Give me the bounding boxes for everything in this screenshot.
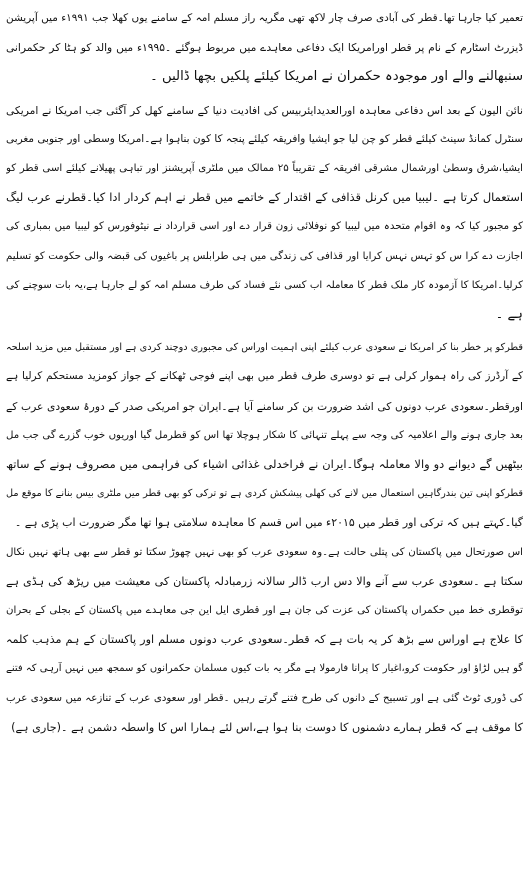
text-line: کرلیا۔امریکا کا آزمودہ کار ملک قطر کا معاملہ اب کسی نئے فساد کی طرف مسلم امہ کو لے جارہا ہے،یہ بات سوچنے کی	[6, 279, 523, 291]
text-line: گیا۔کہتے ہیں کہ ترکی اور قطر میں ۲۰۱۵ء میں اس قسم کا معاہدہ سلامتی ہوا تھا مگر ضرورت اب پڑی ہے ۔	[14, 516, 523, 530]
article-paragraph-3	[6, 333, 523, 537]
text-line: نائن الیون کے بعد اس دفاعی معاہدہ اورالعدیدایئربیس کی افادیت دنیا کے سامنے کھل کر آگئی جب امریکا نے امریکی	[6, 103, 523, 117]
text-line: کو مجبور کیا کہ وہ اقوام متحدہ میں لیبیا کو نوفلائی زون قرار دے اور اسی قرارداد نے نیٹوفورس کو لیبیا میں بمباری کی	[6, 221, 523, 233]
text-line: ڈیزرٹ اسٹارم کے نام پر قطر اورامریکا ایک دفاعی معاہدے میں مربوط ہوگئے ۔۱۹۹۵ء میں والد کو ہٹا کر حکمرانی	[6, 41, 523, 55]
text-line: بعد جاری ہونے والے اعلامیہ کی وجہ سے پہلے تنہائی کا شکار ہوچلا تھا اس کو قطرمل گیا اوریوں خوب گزرے گی جب مل	[6, 429, 523, 441]
text-line: قطرکو اپنی تین بندرگاہیں استعمال میں لانے کی کھلی پیشکش کردی ہے تو ترکی کو بھی قطر میں ملٹری بیس بنانے کا موقع مل	[6, 488, 523, 500]
text-line: کا علاج ہے اوراس سے بڑھ کر یہ بات ہے کہ قطر۔سعودی عرب دونوں مسلم اور پاکستان کے ہم مذہب کلمہ	[6, 633, 523, 647]
text-line: کا موقف ہے کہ قطر ہمارے دشمنوں کا دوست بنا ہوا ہے،اس لئے ہمارا اس کا واسطہ دشمن ہے ۔(جاری ہے)	[11, 720, 523, 734]
text-line: گو ہیں لڑاؤ اور حکومت کرو،اغیار کا پرانا فارمولا ہے مگر یہ بات کیوں مسلمان حکمرانوں کو سمجھ میں نہیں آرہی کہ فتنے	[6, 663, 523, 675]
article-page	[6, 4, 523, 884]
text-line: ایشیا،شرق وسطیٰ اورشمال مشرقی افریقہ کے تقریباً ۲۵ ممالک میں ملٹری آپریشنز اور تباہی پھیلانے کیلئے اسی قطر کو	[6, 163, 523, 175]
text-line: استعمال کرتا ہے ۔لیبیا میں کرنل قذافی کے اقتدار کے خاتمے میں قطر نے اہم کردار ادا کیا۔قطرنے عرب لیگ	[6, 190, 523, 205]
text-line: اجازت دے کرا س کو تہس نہس کرایا اور قذافی کی زندگی میں ہی طرابلس پر باغیوں کی قبضہ والی حکومت کو تسلیم	[6, 250, 523, 262]
text-line: کے آرڈرز کی راہ ہموار کرلی ہے تو دوسری طرف قطر میں بھی اپنے فوجی ٹھکانے کے جواز کومزید مستحکم کرلیا ہے	[6, 370, 523, 383]
text-line: توقطری خط میں حکمراں پاکستان کی عزت کی جان ہے اور قطری ایل این جی معاہدے میں پاکستان کے بجلی کے بحران	[6, 605, 523, 617]
text-line: تعمیر کیا جارہا تھا۔قطر کی آبادی صرف چار لاکھ تھی مگریہ راز مسلم امہ کے سامنے یوں کھلا جب ۱۹۹۱ء میں آپریشن	[6, 12, 523, 24]
article-paragraph-4	[6, 538, 523, 742]
text-line: سنٹرل کمانڈ سینٹ کیلئے قطر کو چن لیا جو ایشیا وافریقہ کیلئے پنجہ کا کون بناہوا ہے۔امریکا وسطی اور جنوبی مغربی	[6, 132, 523, 145]
article-paragraph-1	[6, 4, 523, 92]
text-line: کی ڈوری ٹوٹ گئی ہے اور تسبیح کے دانوں کی طرح فتنے گرتے رہیں ۔قطر اور سعودی عرب کے تنازعہ میں سعودی عرب	[6, 692, 523, 704]
text-line: اورقطر۔سعودی عرب دونوں کی اشد ضرورت بن کر سامنے آیا ہے۔ایران جو امریکی صدر کے دورۂ سعودی عرب کے	[6, 399, 523, 413]
article-paragraph-2	[6, 96, 523, 330]
text-line: بیٹھیں گے دیوانے دو والا معاملہ ہوگا۔ایران نے فراخدلی غذائی اشیاء کی فراہمی میں مصروف ہونے کے ساتھ	[6, 457, 523, 472]
text-line: اس صورتحال میں پاکستان کی پتلی حالت ہے۔وہ سعودی عرب کو بھی نہیں چھوڑ سکتا تو قطر سے بھی ہاتھ نہیں نکال	[6, 546, 523, 558]
text-line: سنبھالنے والے اور موجودہ حکمران نے امریکا کیلئے پلکیں بچھا ڈالیں ۔	[150, 69, 523, 85]
text-line: ہے ۔	[495, 307, 523, 323]
text-line: سکتا ہے ۔سعودی عرب سے آنے والا دس ارب ڈالر سالانہ زرمبادلہ پاکستان کی معیشت میں ریڑھ کی ہڈی ہے	[6, 574, 523, 588]
text-line: قطرکو پر خطر بنا کر امریکا نے سعودی عرب کیلئے اپنی اہمیت اوراس کی مجبوری دوچند کردی ہے اور مستقبل میں مزید اسلحہ	[6, 342, 523, 354]
